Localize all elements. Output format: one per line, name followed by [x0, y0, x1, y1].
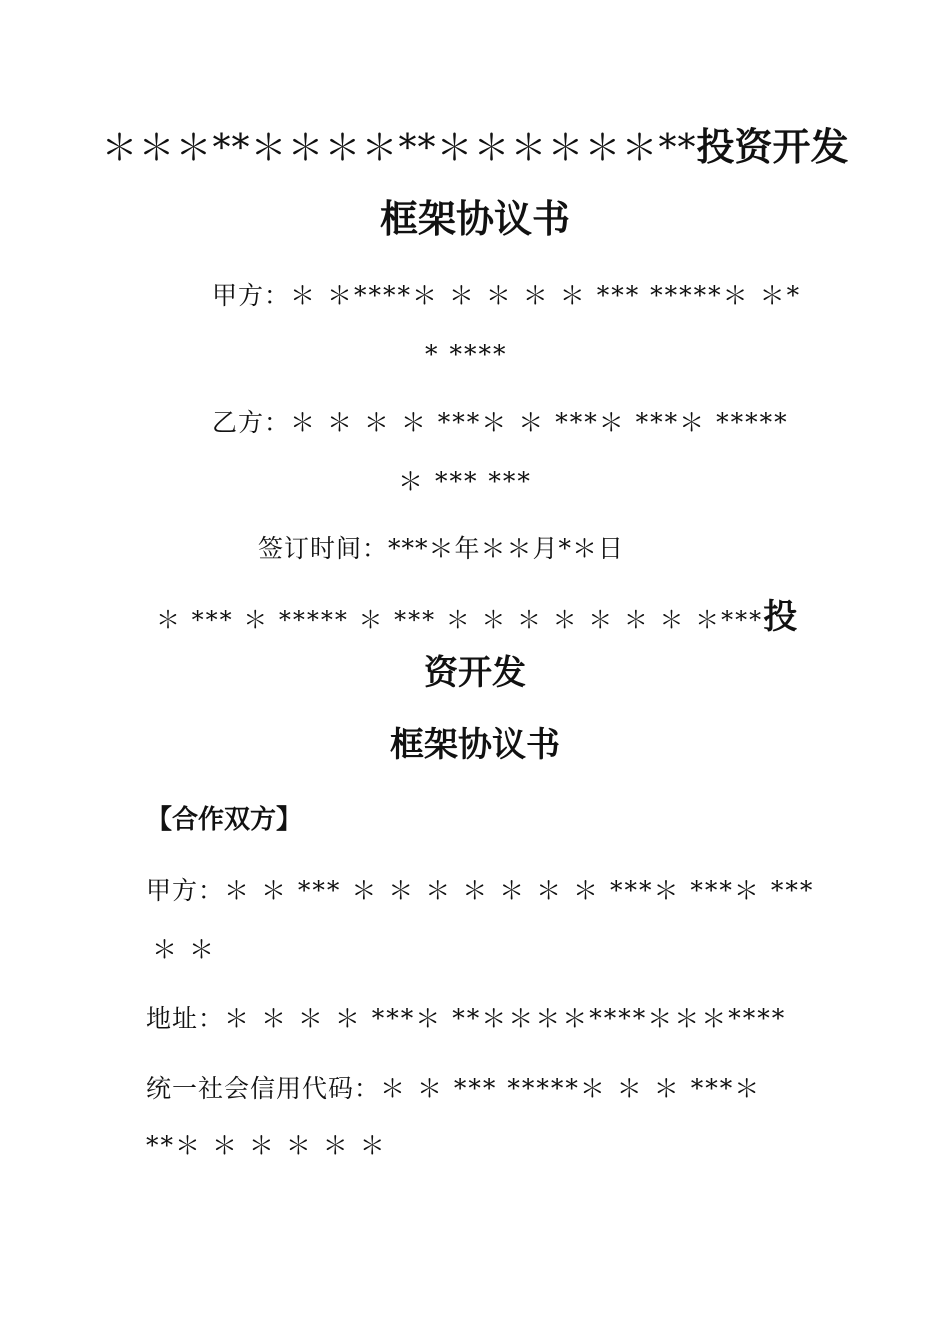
cover-title-line1	[0, 124, 950, 169]
cover-party-b-value-line2: ＊ *** ***	[398, 467, 532, 496]
main-title-stars: ＊ *** ＊ ***** ＊ *** ＊ ＊ ＊ ＊ ＊ ＊ ＊ ＊***	[156, 606, 764, 634]
main-title-line3: 框架协议书	[390, 725, 560, 765]
main-title-line1	[156, 597, 798, 637]
main-party-a-value-line1: ＊ ＊ *** ＊ ＊ ＊ ＊ ＊ ＊ ＊ ***＊ ***＊ ***	[224, 876, 815, 905]
main-credit-code	[146, 1076, 761, 1101]
cover-title-text: 投资开发	[696, 124, 849, 169]
cover-party-b-label: 乙方：	[212, 408, 291, 437]
main-credit-code-label: 统一社会信用代码：	[146, 1074, 381, 1103]
cover-sign-date	[258, 536, 624, 561]
main-address-value: ＊ ＊ ＊ ＊ ***＊ **＊＊＊＊****＊＊＊****	[224, 1004, 787, 1033]
main-title-text: 投	[763, 597, 798, 637]
cover-party-b	[212, 410, 789, 435]
main-party-a-label: 甲方：	[146, 876, 225, 905]
cover-sign-label: 签订时间：	[258, 534, 389, 563]
main-party-a-value-line2: ＊ ＊	[152, 935, 216, 964]
main-title-line2: 资开发	[424, 653, 526, 693]
section-heading-parties: 【合作双方】	[146, 805, 303, 835]
cover-title-stars: ＊＊＊**＊＊＊＊**＊＊＊＊＊＊**	[101, 128, 697, 169]
cover-party-a-value-line1: ＊ ＊****＊ ＊ ＊ ＊ ＊ *** *****＊ ＊*	[290, 281, 802, 310]
cover-party-a-value-line2: * ****	[425, 340, 508, 369]
cover-title-line2: 框架协议书	[379, 196, 570, 241]
cover-party-a-label: 甲方：	[212, 281, 291, 310]
cover-party-a	[212, 283, 801, 308]
main-credit-code-value-line2: **＊ ＊ ＊ ＊ ＊ ＊	[146, 1131, 387, 1160]
cover-sign-value: ***＊年＊＊月*＊日	[388, 534, 625, 563]
main-address-label: 地址：	[146, 1004, 225, 1033]
cover-party-b-value-line1: ＊ ＊ ＊ ＊ ***＊ ＊ ***＊ ***＊ *****	[290, 408, 789, 437]
main-address	[146, 1006, 786, 1031]
main-party-a	[146, 878, 814, 903]
main-credit-code-value-line1: ＊ ＊ *** *****＊ ＊ ＊ ***＊	[380, 1074, 762, 1103]
